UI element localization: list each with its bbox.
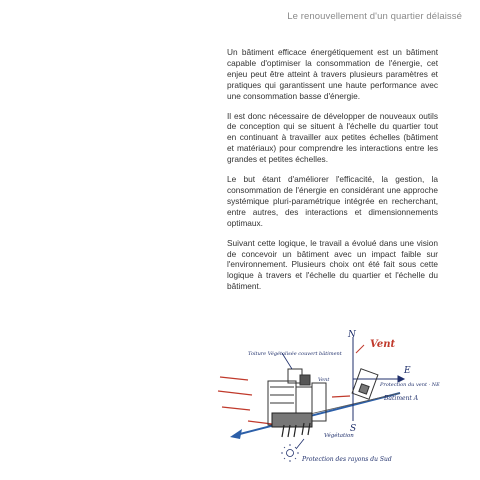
sun-icon xyxy=(281,444,299,462)
vegetation-label: Végétation xyxy=(324,433,354,439)
sketch-drawing xyxy=(200,325,480,480)
diagonal-arrow xyxy=(230,393,400,439)
paragraph-3: Le but étant d'améliorer l'efficacité, la gestion, la consommation de l'énergie en considérant une approche systémique pluri-paramétrique intégrée en recherchant, entre autres, des interactions et dimensionnements optimaux. xyxy=(227,174,438,228)
paragraph-2: Il est donc nécessaire de développer de nouveaux outils de conception qui se situent à l'échelle du quartier tout en continuant à travailler aux petites échelles (bâtiment et matériaux) pour comprendre les interactions entre les grandes et petites échelles. xyxy=(227,110,438,165)
east-label: E xyxy=(404,366,411,376)
building-label: Bâtiment A xyxy=(384,395,419,402)
south-label: S xyxy=(350,424,357,434)
wind-protection-label: Protection du vent · NE xyxy=(380,382,440,388)
small-wind-label: Vent xyxy=(318,377,330,383)
running-header: Le renouvellement d'un quartier délaissé xyxy=(287,11,462,22)
north-label: N xyxy=(348,330,356,340)
paragraph-1: Un bâtiment efficace énergétiquement est un bâtiment capable d'optimiser la consommation de l'énergie, cet enjeu peut être atteint à travers plusieurs paramètres et pratiques qui garantissent une haute performance avec une consommation basse d'énergie. xyxy=(227,47,438,101)
body-text xyxy=(227,47,438,301)
wind-label: Vent xyxy=(370,339,396,350)
building-a-shape xyxy=(352,369,378,400)
sun-protection-label: Protection des rayons du Sud xyxy=(302,456,392,463)
paragraph-4: Suivant cette logique, le travail a évolué dans une vision de concevoir un bâtiment avec un impact faible sur l'environnement. Plusieurs choix ont été fait sous cette logique à travers et l'échelle du quartier et l'échelle du bâtiment. xyxy=(227,237,438,292)
roof-label: Toiture Végétalisée couvert bâtiment xyxy=(248,351,342,357)
site-sketch xyxy=(200,325,480,480)
